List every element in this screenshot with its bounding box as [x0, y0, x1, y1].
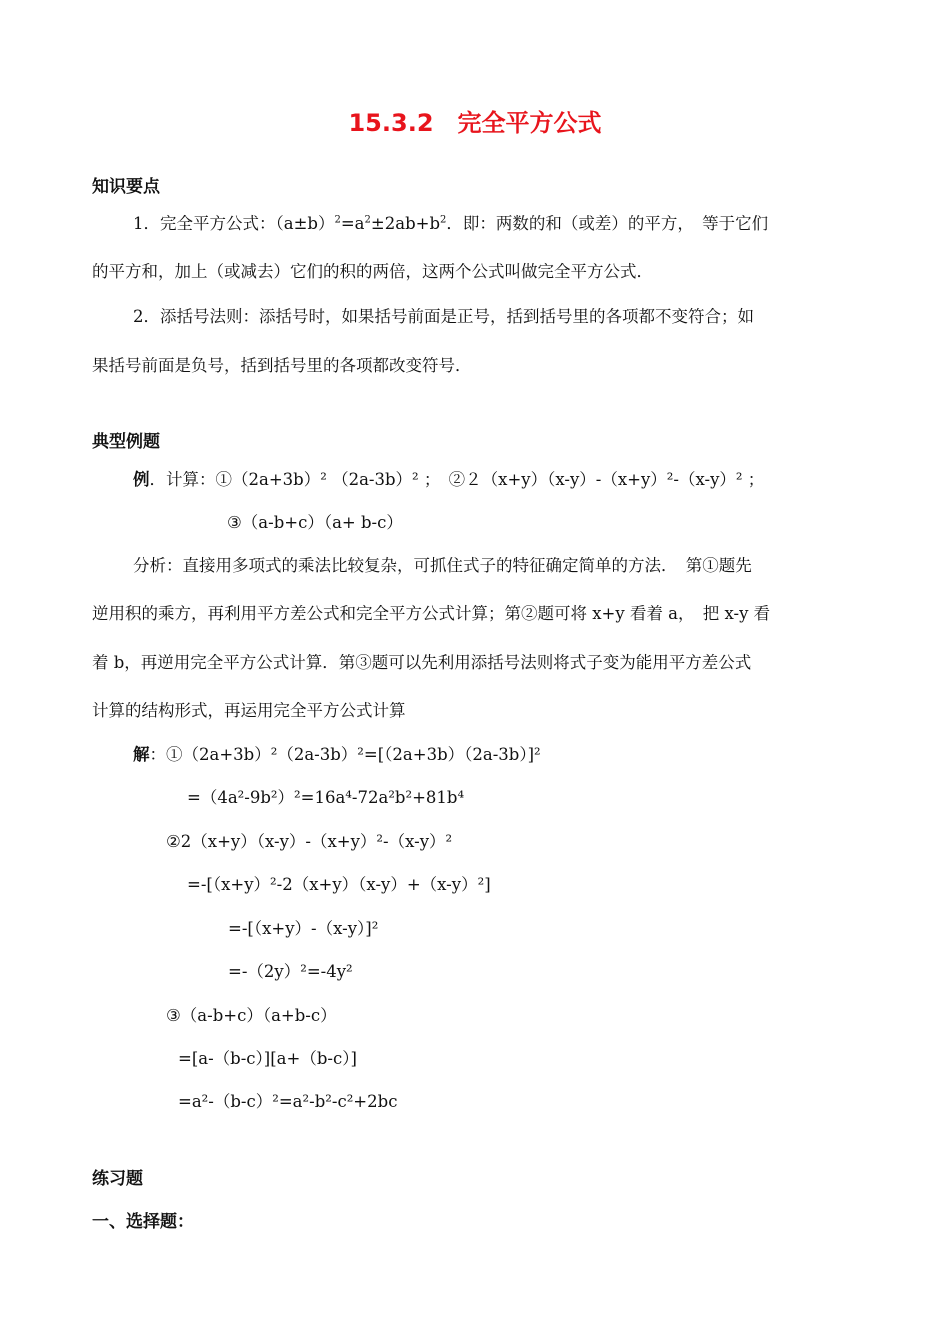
solution-line1: [133, 745, 541, 765]
analysis-line3: 着 b，再逆用完全平方公式计算．第③题可以先利用添括号法则将式子变为能用平方差公式: [92, 653, 752, 672]
analysis-line1: 分析：直接用多项式的乘法比较复杂，可抓住式子的特征确定简单的方法． 第①题先: [133, 556, 752, 575]
formula-text: 1．完全平方公式：（a±b）: [133, 214, 335, 233]
knowledge-point-1-line1: [133, 214, 768, 234]
formula-text: ．即：两数的和（或差）的平方， 等于它们: [446, 214, 769, 233]
section-heading-knowledge: 知识要点: [92, 177, 160, 197]
example-label: 例: [133, 470, 150, 489]
knowledge-point-2-line1: 2．添括号法则：添括号时，如果括号前面是正号，括到括号里的各项都不变符合；如: [133, 307, 754, 326]
example-line2: ③（a-b+c）（a+ b-c）: [227, 513, 403, 532]
solution-line8: =[a-（b-c）][a+（b-c）]: [178, 1049, 357, 1068]
solution-line3: ②2（x+y）（x-y）-（x+y）²-（x-y）²: [166, 832, 453, 851]
analysis-line4: 计算的结构形式，再运用完全平方公式计算: [92, 701, 406, 720]
analysis-line2: 逆用积的乘方，再利用平方差公式和完全平方公式计算；第②题可将 x+y 看着 a， 把 x-y 看: [92, 604, 771, 623]
solution-label: 解: [133, 745, 150, 764]
page-title: 15.3.2 完全平方公式: [348, 109, 602, 137]
practice-subheading-choice: 一、选择题：: [92, 1212, 194, 1232]
section-heading-examples: 典型例题: [92, 432, 160, 452]
superscript: 2: [364, 214, 371, 226]
solution-line6: =-（2y）²=-4y²: [228, 962, 353, 981]
knowledge-point-2-line2: 果括号前面是负号，括到括号里的各项都改变符号．: [92, 356, 472, 375]
example-text: ．计算：①（2a+3b）² （2a-3b）² ； ②２（x+y）（x-y）-（x+y）²-（x-y）² ；: [149, 470, 765, 489]
formula-text: =a: [340, 214, 365, 233]
solution-line9: =a²-（b-c）²=a²-b²-c²+2bc: [178, 1092, 398, 1111]
section-heading-practice: 练习题: [92, 1169, 143, 1189]
example-line1: [133, 470, 764, 490]
formula-text: ±2ab+b: [370, 214, 441, 233]
solution-line4: =-[（x+y）²-2（x+y）（x-y）+（x-y）²]: [187, 875, 491, 894]
superscript: 2: [440, 214, 447, 226]
knowledge-point-1-line2: 的平方和，加上（或减去）它们的积的两倍，这两个公式叫做完全平方公式．: [92, 262, 653, 281]
solution-line5: =-[（x+y）-（x-y）]²: [228, 919, 379, 938]
superscript: 2: [334, 214, 341, 226]
solution-text: ：①（2a+3b）²（2a-3b）²=[（2a+3b）（2a-3b）]²: [149, 745, 541, 764]
solution-line2: =（4a²-9b²）²=16a⁴-72a²b²+81b⁴: [187, 788, 465, 807]
solution-line7: ③（a-b+c）（a+b-c）: [166, 1006, 337, 1025]
